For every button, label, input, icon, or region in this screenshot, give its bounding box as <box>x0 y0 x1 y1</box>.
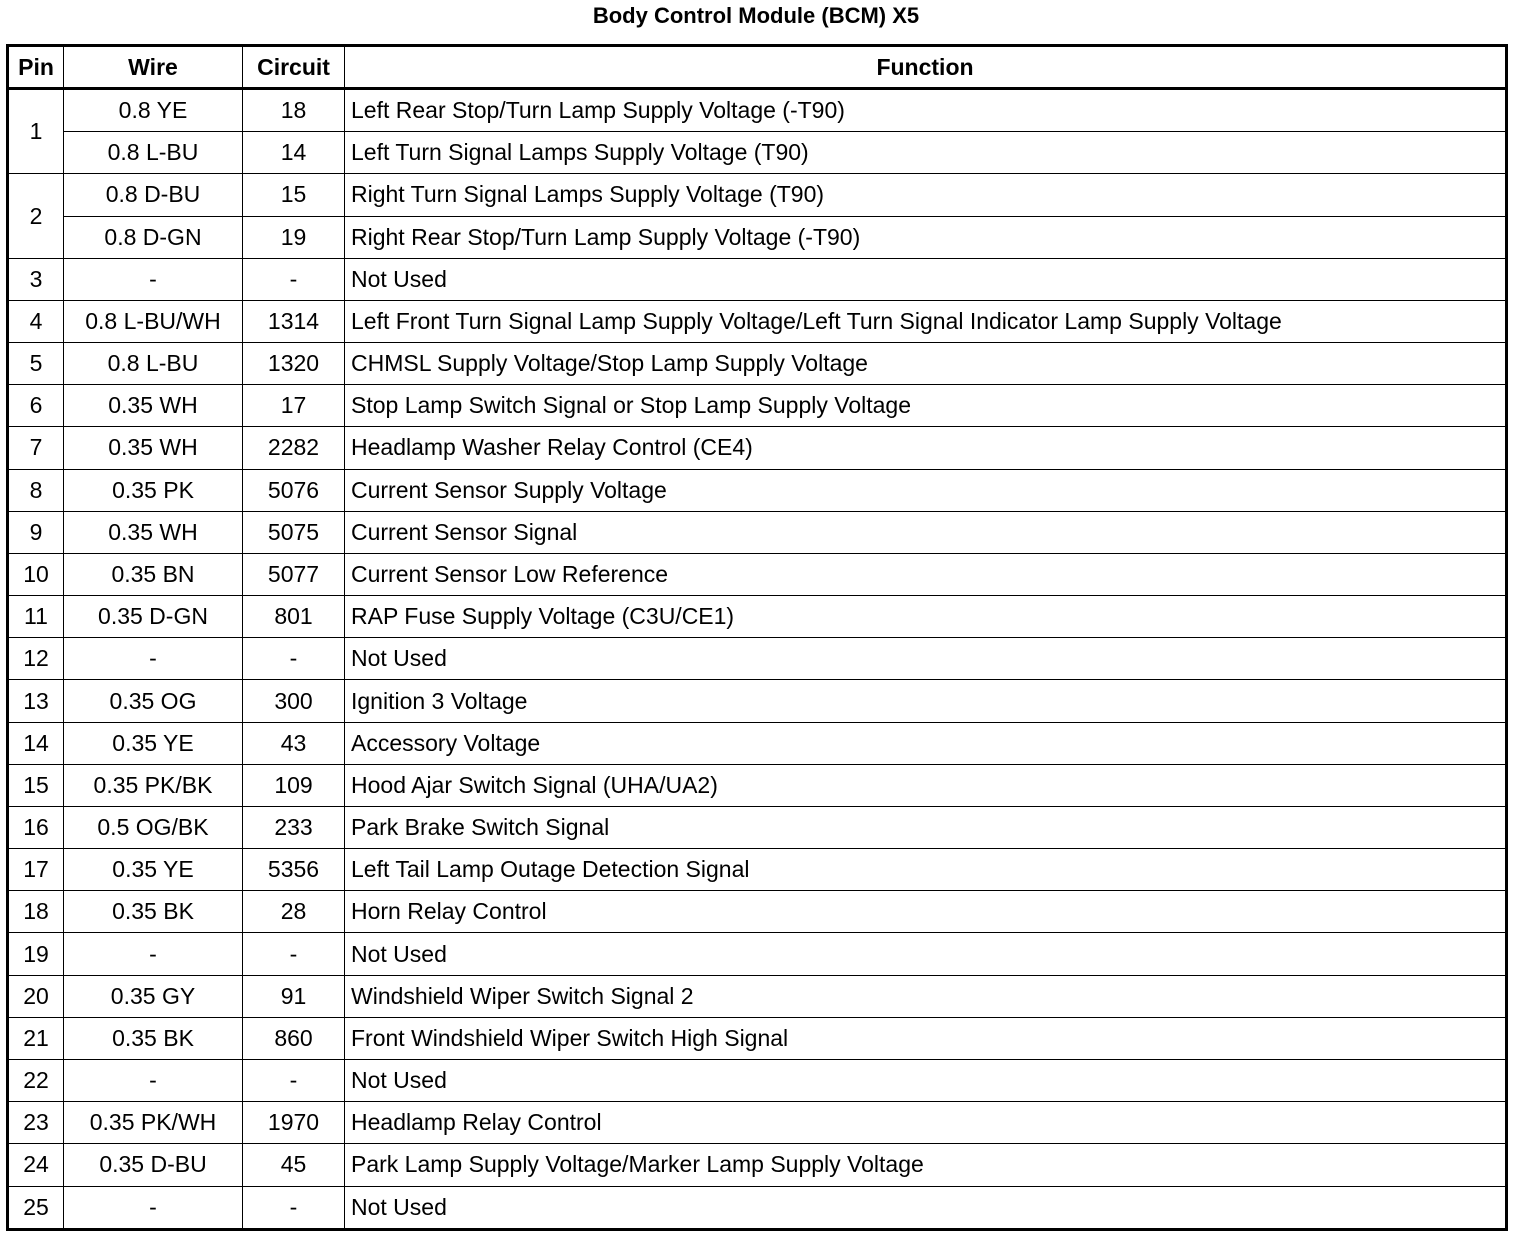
wire-cell: 0.8 L-BU <box>64 132 243 174</box>
circuit-cell: 109 <box>243 764 345 806</box>
circuit-cell: 5077 <box>243 553 345 595</box>
circuit-cell: 300 <box>243 680 345 722</box>
pin-cell: 25 <box>8 1186 64 1230</box>
circuit-cell: 1320 <box>243 343 345 385</box>
wire-cell: 0.5 OG/BK <box>64 806 243 848</box>
function-cell: Park Lamp Supply Voltage/Marker Lamp Supply Voltage <box>345 1144 1507 1186</box>
pin-cell: 21 <box>8 1017 64 1059</box>
circuit-cell: 18 <box>243 89 345 132</box>
table-row <box>8 638 1507 680</box>
function-cell: Accessory Voltage <box>345 722 1507 764</box>
table-row <box>8 1059 1507 1101</box>
wire-cell: 0.35 PK <box>64 469 243 511</box>
pin-cell: 12 <box>8 638 64 680</box>
function-cell: CHMSL Supply Voltage/Stop Lamp Supply Voltage <box>345 343 1507 385</box>
wire-cell: 0.8 L-BU/WH <box>64 300 243 342</box>
pin-cell: 2 <box>8 174 64 258</box>
table-row <box>8 1102 1507 1144</box>
function-cell: Ignition 3 Voltage <box>345 680 1507 722</box>
circuit-cell: 860 <box>243 1017 345 1059</box>
table-row <box>8 511 1507 553</box>
circuit-cell: 5075 <box>243 511 345 553</box>
pin-cell: 14 <box>8 722 64 764</box>
wire-cell: - <box>64 933 243 975</box>
wire-cell: 0.35 BK <box>64 1017 243 1059</box>
wire-cell: - <box>64 1186 243 1230</box>
function-cell: Not Used <box>345 638 1507 680</box>
pin-cell: 1 <box>8 89 64 174</box>
pin-cell: 7 <box>8 427 64 469</box>
circuit-cell: 91 <box>243 975 345 1017</box>
pin-cell: 6 <box>8 385 64 427</box>
circuit-cell: 5356 <box>243 849 345 891</box>
table-row <box>8 427 1507 469</box>
function-cell: Right Rear Stop/Turn Lamp Supply Voltage (-T90) <box>345 216 1507 258</box>
table-row <box>8 132 1507 174</box>
pin-cell: 19 <box>8 933 64 975</box>
table-row <box>8 764 1507 806</box>
table-row <box>8 174 1507 216</box>
function-cell: Stop Lamp Switch Signal or Stop Lamp Supply Voltage <box>345 385 1507 427</box>
wire-cell: - <box>64 638 243 680</box>
function-cell: Hood Ajar Switch Signal (UHA/UA2) <box>345 764 1507 806</box>
header-circuit: Circuit <box>243 46 345 89</box>
pin-cell: 10 <box>8 553 64 595</box>
table-row <box>8 596 1507 638</box>
table-row <box>8 806 1507 848</box>
circuit-cell: - <box>243 638 345 680</box>
wire-cell: 0.35 BK <box>64 891 243 933</box>
circuit-cell: 15 <box>243 174 345 216</box>
table-row <box>8 553 1507 595</box>
function-cell: Right Turn Signal Lamps Supply Voltage (T90) <box>345 174 1507 216</box>
header-function: Function <box>345 46 1507 89</box>
circuit-cell: 5076 <box>243 469 345 511</box>
pin-cell: 3 <box>8 258 64 300</box>
pin-cell: 22 <box>8 1059 64 1101</box>
circuit-cell: 19 <box>243 216 345 258</box>
function-cell: Front Windshield Wiper Switch High Signal <box>345 1017 1507 1059</box>
pin-cell: 17 <box>8 849 64 891</box>
circuit-cell: - <box>243 1059 345 1101</box>
pin-cell: 4 <box>8 300 64 342</box>
pin-cell: 23 <box>8 1102 64 1144</box>
pin-cell: 5 <box>8 343 64 385</box>
wire-cell: 0.35 WH <box>64 427 243 469</box>
wire-cell: 0.35 OG <box>64 680 243 722</box>
table-row <box>8 300 1507 342</box>
circuit-cell: 801 <box>243 596 345 638</box>
table-row <box>8 216 1507 258</box>
function-cell: RAP Fuse Supply Voltage (C3U/CE1) <box>345 596 1507 638</box>
table-row <box>8 1186 1507 1230</box>
wire-cell: 0.35 WH <box>64 511 243 553</box>
table-row <box>8 722 1507 764</box>
table-row <box>8 891 1507 933</box>
table-row <box>8 1144 1507 1186</box>
circuit-cell: 2282 <box>243 427 345 469</box>
circuit-cell: 17 <box>243 385 345 427</box>
header-pin: Pin <box>8 46 64 89</box>
wire-cell: 0.8 L-BU <box>64 343 243 385</box>
pin-cell: 13 <box>8 680 64 722</box>
pin-cell: 20 <box>8 975 64 1017</box>
pin-cell: 15 <box>8 764 64 806</box>
table-row <box>8 385 1507 427</box>
function-cell: Current Sensor Supply Voltage <box>345 469 1507 511</box>
pin-cell: 24 <box>8 1144 64 1186</box>
circuit-cell: 43 <box>243 722 345 764</box>
wire-cell: 0.8 YE <box>64 89 243 132</box>
table-row <box>8 258 1507 300</box>
table-row <box>8 343 1507 385</box>
function-cell: Not Used <box>345 1186 1507 1230</box>
pin-cell: 18 <box>8 891 64 933</box>
wire-cell: 0.35 D-GN <box>64 596 243 638</box>
circuit-cell: 14 <box>243 132 345 174</box>
wire-cell: 0.35 YE <box>64 849 243 891</box>
function-cell: Left Rear Stop/Turn Lamp Supply Voltage (-T90) <box>345 89 1507 132</box>
function-cell: Left Turn Signal Lamps Supply Voltage (T90) <box>345 132 1507 174</box>
wire-cell: 0.35 PK/BK <box>64 764 243 806</box>
circuit-cell: 45 <box>243 1144 345 1186</box>
pin-cell: 11 <box>8 596 64 638</box>
wire-cell: 0.35 GY <box>64 975 243 1017</box>
table-row <box>8 1017 1507 1059</box>
circuit-cell: - <box>243 258 345 300</box>
pin-cell: 9 <box>8 511 64 553</box>
function-cell: Horn Relay Control <box>345 891 1507 933</box>
page-title: Body Control Module (BCM) X5 <box>592 3 920 28</box>
table-row <box>8 975 1507 1017</box>
wire-cell: - <box>64 258 243 300</box>
function-cell: Not Used <box>345 933 1507 975</box>
wire-cell: 0.35 D-BU <box>64 1144 243 1186</box>
function-cell: Headlamp Washer Relay Control (CE4) <box>345 427 1507 469</box>
circuit-cell: 1314 <box>243 300 345 342</box>
pin-cell: 16 <box>8 806 64 848</box>
table-row <box>8 680 1507 722</box>
function-cell: Not Used <box>345 1059 1507 1101</box>
circuit-cell: - <box>243 933 345 975</box>
wire-cell: 0.35 PK/WH <box>64 1102 243 1144</box>
wire-cell: 0.35 WH <box>64 385 243 427</box>
circuit-cell: 233 <box>243 806 345 848</box>
wire-cell: 0.8 D-GN <box>64 216 243 258</box>
table-row <box>8 89 1507 132</box>
function-cell: Left Tail Lamp Outage Detection Signal <box>345 849 1507 891</box>
wire-cell: 0.8 D-BU <box>64 174 243 216</box>
function-cell: Not Used <box>345 258 1507 300</box>
table-row <box>8 933 1507 975</box>
connector-pinout-table <box>6 44 1508 1231</box>
wire-cell: 0.35 BN <box>64 553 243 595</box>
function-cell: Windshield Wiper Switch Signal 2 <box>345 975 1507 1017</box>
wire-cell: - <box>64 1059 243 1101</box>
function-cell: Current Sensor Low Reference <box>345 553 1507 595</box>
header-wire: Wire <box>64 46 243 89</box>
circuit-cell: 28 <box>243 891 345 933</box>
table-row <box>8 469 1507 511</box>
function-cell: Left Front Turn Signal Lamp Supply Voltage/Left Turn Signal Indicator Lamp Supply Voltage <box>345 300 1507 342</box>
function-cell: Current Sensor Signal <box>345 511 1507 553</box>
function-cell: Park Brake Switch Signal <box>345 806 1507 848</box>
table-row <box>8 849 1507 891</box>
function-cell: Headlamp Relay Control <box>345 1102 1507 1144</box>
pin-cell: 8 <box>8 469 64 511</box>
wire-cell: 0.35 YE <box>64 722 243 764</box>
circuit-cell: 1970 <box>243 1102 345 1144</box>
header-row <box>8 46 1507 89</box>
circuit-cell: - <box>243 1186 345 1230</box>
